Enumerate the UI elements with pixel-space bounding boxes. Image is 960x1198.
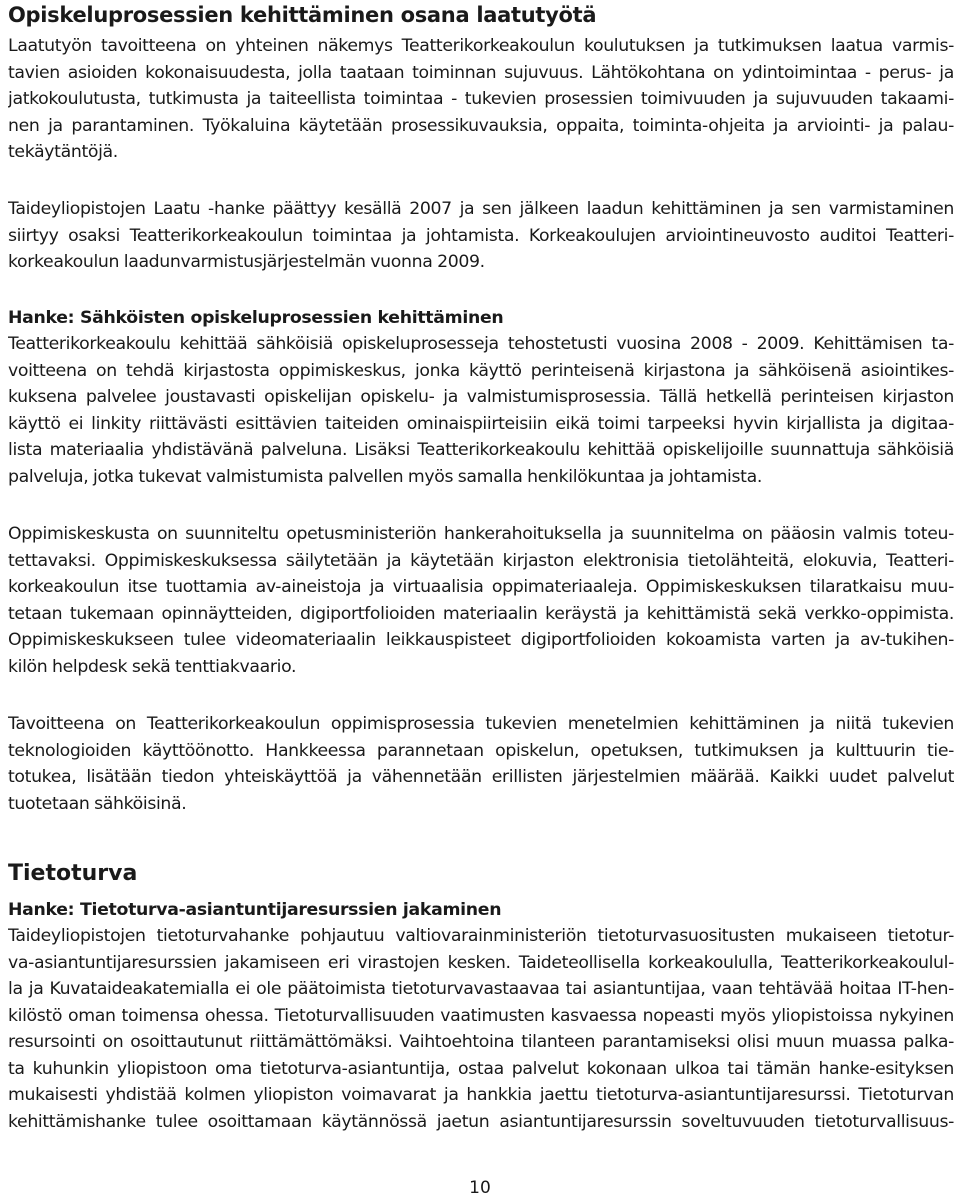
text-line: Oppimiskeskukseen tulee videomateriaalin leikkauspisteet digiportfolioiden kokoamista varten ja av-tukihen-	[8, 630, 954, 650]
text-line: tavien asioiden kokonaisuudesta, jolla taataan toiminnan sujuvuus. Lähtökohtana on ydintoimintaa - perus- ja	[8, 62, 954, 83]
text-line: korkeakoulun itse tuottamia av-aineistoja ja virtuaalisia oppimateriaaleja. Oppimiskeskuksen tilaratkaisu muu-	[8, 577, 954, 597]
text-line: jatkokoulutusta, tutkimusta ja taiteellista toimintaa - tukevien prosessien toimivuuden ja sujuvuuden takaami-	[8, 89, 954, 109]
text-line: mukaisesti yhdistää kolmen yliopiston voimavarat ja hankkia jaettu tietoturva-asiantuntijaresurssi. Tietoturvan	[8, 1085, 954, 1105]
section-title	[8, 1, 596, 29]
text-line: resursointi on osoittautunut riittämättömäksi. Vaihtoehtoina tilanteen parantamiseksi olisi muun muassa palka-	[8, 1032, 954, 1052]
text-line: palveluja, jotka tukevat valmistumista palvellen myös samalla henkilökuntaa ja johtamista.	[8, 466, 762, 487]
text-line: Teatterikorkeakoulu kehittää sähköisiä opiskeluprosesseja tehostetusti vuosina 2008 - 2009. Kehittämisen ta-	[8, 334, 954, 354]
text-line: lista materiaalia yhdistävänä palveluna. Lisäksi Teatterikorkeakoulu kehittää opiskelijoille suunnattuja sähköisiä	[8, 440, 954, 460]
text-line: va-asiantuntijaresurssien jakamiseen eri virastojen kesken. Taideteollisella korkeakoululla, Teatterikorkeakoulul-	[8, 952, 954, 973]
text-line: Oppimiskeskusta on suunniteltu opetusministeriön hankerahoituksella ja suunnitelma on pääosin valmis toteu-	[8, 524, 954, 544]
main-heading-tietoturva	[8, 859, 137, 889]
text-line: Taideyliopistojen Laatu -hanke päättyy kesällä 2007 ja sen jälkeen laadun kehittäminen ja sen varmistaminen	[8, 199, 954, 219]
text-line: siirtyy osaksi Teatterikorkeakoulun toimintaa ja johtamista. Korkeakoulujen arviointineuvosto auditoi Teatteri-	[8, 225, 954, 246]
project-heading-text: Hanke: Sähköisten opiskeluprosessien kehittäminen	[8, 308, 504, 328]
page-number: 10	[469, 1178, 491, 1198]
paragraph-goals	[8, 711, 954, 817]
text-line: kuksena palvelee joustavasti opiskelijan opiskelu- ja valmistumisprosessia. Tällä hetkellä perinteisen kirjaston	[8, 387, 954, 407]
paragraph-quality-work	[8, 33, 954, 166]
project-heading-security	[8, 897, 501, 924]
main-heading-text: Tietoturva	[8, 861, 138, 886]
text-line: kilön helpdesk sekä tenttiakvaario.	[8, 656, 297, 677]
text-line: ta kuhunkin yliopistoon oma tietoturva-asiantuntija, ostaa palvelut kokonaan ulkoa tai tämän hanke-esityksen	[8, 1058, 954, 1079]
project-heading-text: Hanke: Tietoturva-asiantuntijaresurssien jakaminen	[8, 900, 502, 920]
text-line: käyttö ei linkity riittävästi esittävien taiteiden ominaispiirteisiin eikä toimi tarpeeksi hyvin kirjallista ja digitaa-	[8, 413, 954, 434]
text-line: nen ja parantaminen. Työkaluina käytetään prosessikuvauksia, oppaita, toiminta-ohjeita ja arviointi- ja palau-	[8, 115, 954, 136]
text-line: teknologioiden käyttöönotto. Hankkeessa parannetaan opiskelun, opetuksen, tutkimuksen ja kulttuurin tie-	[8, 740, 954, 761]
text-line: Taideyliopistojen tietoturvahanke pohjautuu valtiovarainministeriön tietoturvasuositusten mukaiseen tietotur-	[8, 926, 954, 946]
paragraph-security-project	[8, 923, 954, 1135]
text-line: tettavaksi. Oppimiskeskuksessa säilytetään ja käytetään kirjaston elektronisia tietolähteitä, elokuvia, Teatteri-	[8, 550, 954, 571]
text-line: totukea, lisätään tiedon yhteiskäyttöä ja vähennetään erillisten järjestelmien määrää. Kaikki uudet palvelut	[8, 767, 954, 787]
text-line: kilöstö oman toimensa ohessa. Tietoturvallisuuden vaatimusten kasvaessa nopeasti myös yliopistoissa nykyinen	[8, 1005, 954, 1026]
text-line: korkeakoulun laadunvarmistusjärjestelmän vuonna 2009.	[8, 252, 485, 272]
text-line: kehittämishanke tulee osoittamaan käytännössä jaetun asiantuntijaresurssin soveltuvuuden tietoturvallisuus-	[8, 1111, 954, 1132]
text-line: Laatutyön tavoitteena on yhteinen näkemys Teatterikorkeakoulun koulutuksen ja tutkimuksen laatua varmis-	[8, 36, 954, 56]
text-line: voitteena on tehdä kirjastosta oppimiskeskus, jonka käyttö perinteisenä kirjastona ja sähköisenä asiointikes-	[8, 360, 954, 381]
text-line: la ja Kuvataideakatemialla ei ole päätoimista tietoturvavastaavaa tai asiantuntijaa, vaan tehtävää hoitaa IT-hen-	[8, 979, 954, 999]
section-title-text: Opiskeluprosessien kehittäminen osana laatutyötä	[8, 3, 597, 27]
text-line: Tavoitteena on Teatterikorkeakoulun oppimisprosessia tukevien menetelmien kehittäminen ja niitä tukevien	[8, 714, 954, 734]
paragraph-laatu-project	[8, 196, 954, 276]
text-line: tuotetaan sähköisinä.	[8, 793, 187, 814]
project-heading-electronic-study	[8, 305, 503, 332]
paragraph-learning-center	[8, 521, 954, 680]
paragraph-electronic-processes	[8, 331, 954, 490]
text-line: tekäytäntöjä.	[8, 142, 118, 162]
text-line: tetaan tukemaan opinnäytteiden, digiportfolioiden materiaalin keräystä ja kehittämistä sekä verkko-oppimista.	[8, 603, 954, 624]
